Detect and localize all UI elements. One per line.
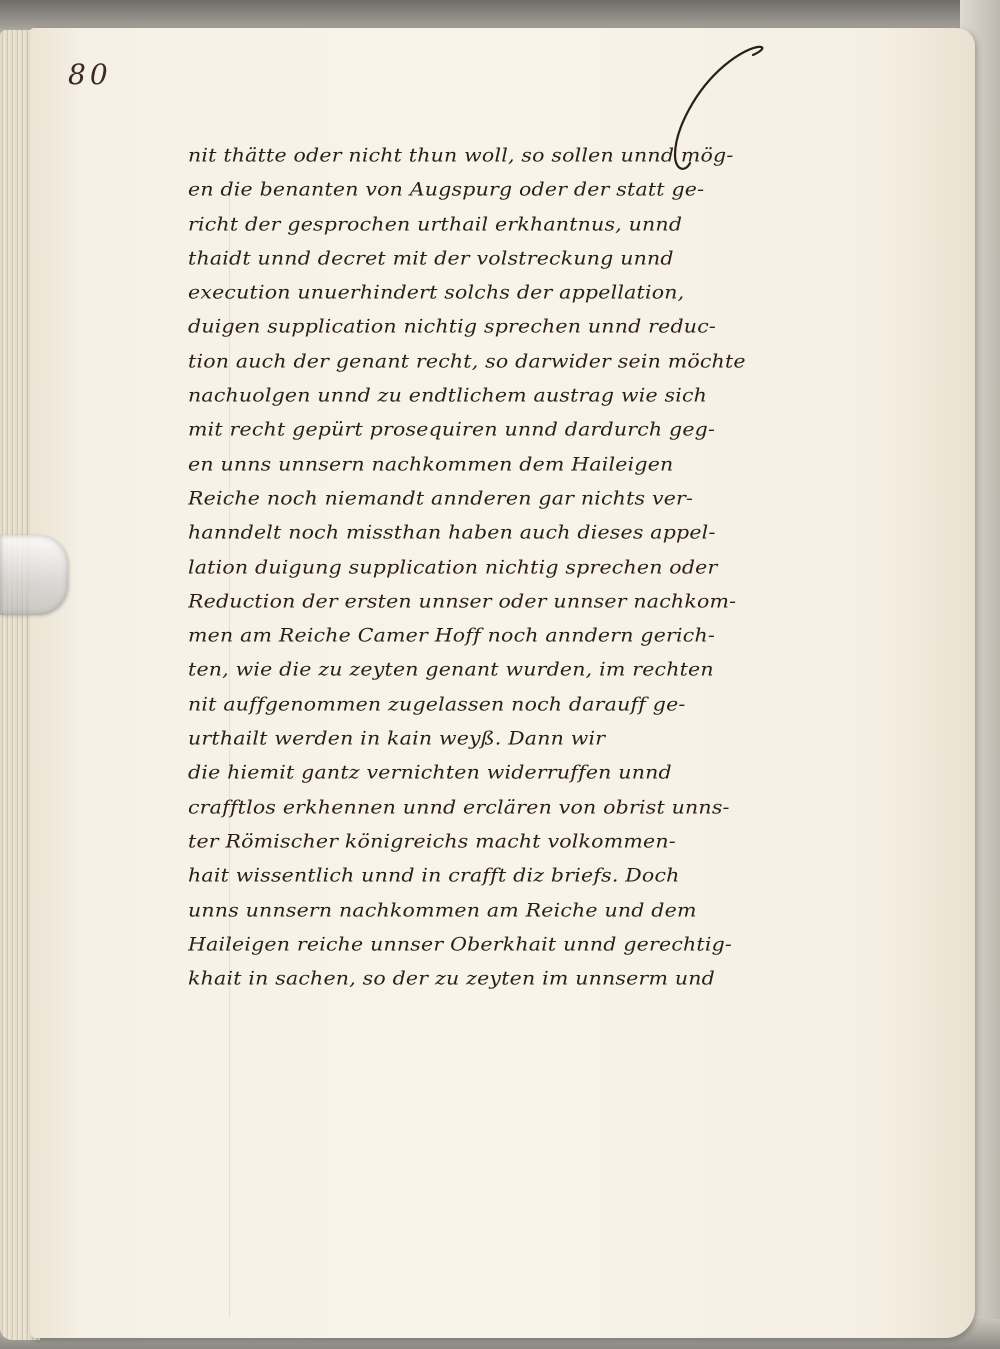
- manuscript-line: Reiche noch niemandt annderen gar nichts ver-: [188, 486, 694, 510]
- manuscript-line: crafftlos erkhennen unnd erclären von obrist unns-: [188, 795, 730, 818]
- manuscript-line: hait wissentlich unnd in crafft diz briefs. Doch: [188, 864, 680, 887]
- manuscript-line: hanndelt noch missthan haben auch dieses appel-: [188, 521, 716, 544]
- manuscript-line: tion auch der genant recht, so darwider sein möchte: [188, 349, 746, 372]
- manuscript-line: nachuolgen unnd zu endtlichem austrag wie sich: [188, 384, 708, 407]
- manuscript-line: die hiemit gantz vernichten widerruffen unnd: [188, 761, 672, 784]
- folio-number: 80: [68, 58, 112, 91]
- manuscript-line: men am Reiche Camer Hoff noch anndern gerich-: [188, 624, 715, 647]
- manuscript-line: Reduction der ersten unnser oder unnser nachkom-: [188, 589, 737, 612]
- manuscript-line: ten, wie die zu zeyten genant wurden, im rechten: [188, 658, 714, 681]
- manuscript-line: urthailt werden in kain weyß. Dann wir: [188, 727, 606, 750]
- manuscript-line: execution unuerhindert solchs der appellation,: [188, 281, 685, 304]
- manuscript-line: nit auffgenommen zugelassen noch darauff ge-: [188, 692, 686, 715]
- manuscript-line: ter Römischer königreichs macht volkommen-: [188, 829, 676, 852]
- manuscript-line: unns unnsern nachkommen am Reiche und dem: [188, 898, 697, 921]
- manuscript-line: en unns unnsern nachkommen dem Haileigen: [188, 452, 674, 475]
- manuscript-text-block: [188, 138, 908, 995]
- manuscript-line: lation duigung supplication nichtig sprechen oder: [188, 555, 718, 578]
- manuscript-line: khait in sachen, so der zu zeyten im unnserm und: [188, 967, 715, 990]
- manuscript-line: richt der gesprochen urthail erkhantnus, unnd: [188, 212, 683, 235]
- manuscript-line: duigen supplication nichtig sprechen unnd reduc-: [188, 315, 716, 338]
- page-clip: [0, 535, 68, 615]
- manuscript-line: nit thätte oder nicht thun woll, so sollen unnd mög-: [188, 143, 734, 167]
- manuscript-line: thaidt unnd decret mit der volstreckung unnd: [188, 246, 674, 269]
- manuscript-line: en die benanten von Augspurg oder der statt ge-: [188, 178, 705, 201]
- manuscript-line: Haileigen reiche unnser Oberkhait unnd gerechtig-: [188, 932, 733, 955]
- manuscript-line: mit recht gepürt prosequiren unnd dardurch geg-: [188, 418, 716, 441]
